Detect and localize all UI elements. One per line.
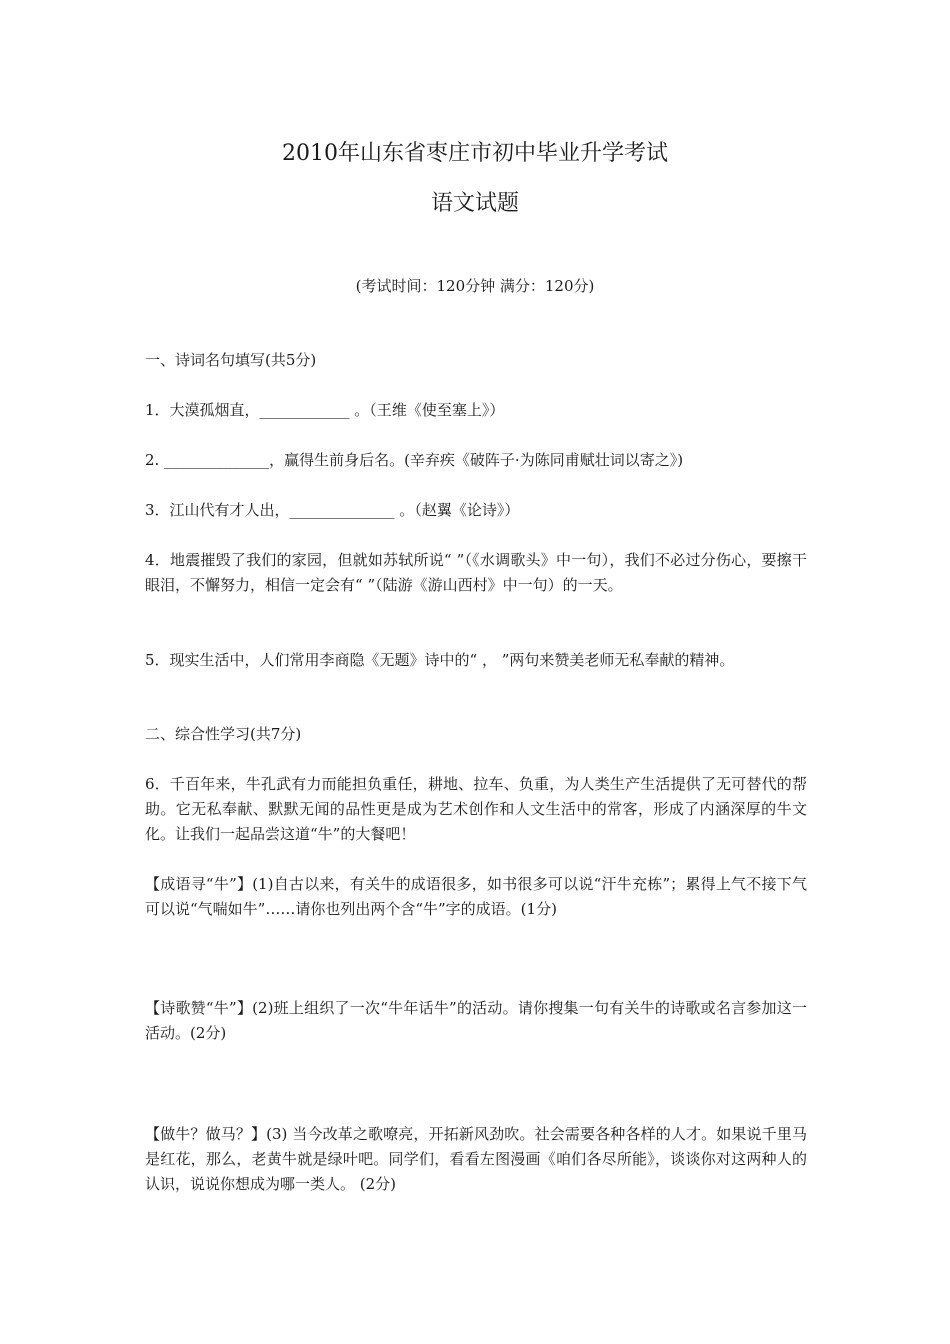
question-1: 1．大漠孤烟直，____________ 。（王维《使至塞上》） <box>145 401 505 419</box>
question-2: 2. ______________，赢得生前身后名。(辛弃疾《破阵子·为陈同甫赋壮词以寄之》) <box>145 451 684 469</box>
question-6-part2: 【诗歌赞“牛”】(2)班上组织了一次“牛年话牛”的活动。请你搜集一句有关牛的诗歌或名言参加这一活动。(2分) <box>145 999 807 1042</box>
section1-heading: 一、诗词名句填写(共5分) <box>145 351 317 369</box>
question-4: 4．地震摧毁了我们的家园，但就如苏轼所说“ ”（《水调歌头》中一句），我们不必过分伤心，要擦干眼泪，不懈努力，相信一定会有“ ”（陆游《游山西村》中一句）的一天。 <box>145 551 807 594</box>
question-6-part3: 【做牛？做马？】(3) 当今改革之歌嘹亮，开拓新风劲吹。社会需要各种各样的人才。如果说千里马是红花，那么，老黄牛就是绿叶吧。同学们，看看左图漫画《咱们各尽所能》，谈谈你对这两种人的认识，说说你想成为哪一类人。 (2分) <box>145 1125 807 1193</box>
exam-note: (考试时间：120分钟 满分：120分) <box>355 277 595 295</box>
section2-heading: 二、综合性学习(共7分) <box>145 725 302 743</box>
question-3: 3．江山代有才人出，______________ 。（赵翼《论诗》） <box>145 501 520 519</box>
question-6-intro: 6．千百年来，牛孔武有力而能担负重任，耕地、拉车、负重，为人类生产生活提供了无可替代的帮助。它无私奉献、默默无闻的品性更是成为艺术创作和人文生活中的常客，形成了内涵深厚的牛文化。让我们一起品尝这道“牛”的大餐吧！ <box>145 775 807 843</box>
question-5: 5．现实生活中，人们常用李商隐《无题》诗中的“ ， ”两句来赞美老师无私奉献的精神。 <box>145 651 735 669</box>
page-subtitle: 语文试题 <box>430 191 519 216</box>
question-6-part1: 【成语寻“牛”】(1)自古以来，有关牛的成语很多，如书很多可以说“汗牛充栋”；累得上气不接下气可以说“气喘如牛”……请你也列出两个含“牛”字的成语。(1分) <box>145 875 807 918</box>
page-title: 2010年山东省枣庄市初中毕业升学考试 <box>282 141 668 166</box>
